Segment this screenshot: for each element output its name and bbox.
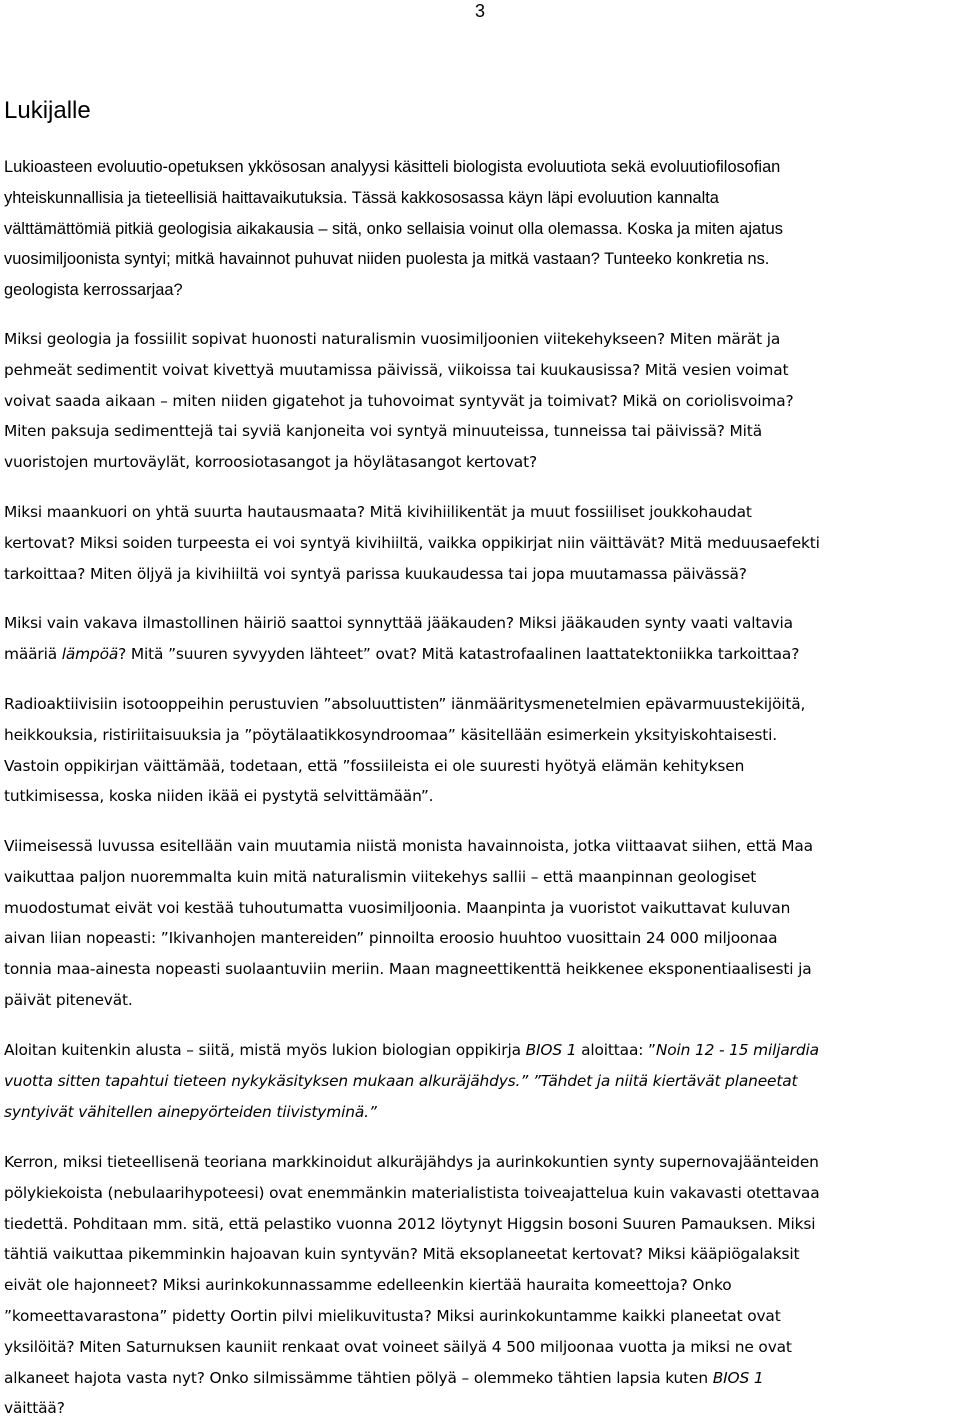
text-line: ”komeettavarastona” pidetty Oortin pilvi mielikuvitusta? Miksi aurinkokuntamme kaikki planeetat ovat <box>4 1306 781 1325</box>
text-run: aloittaa: ” <box>576 1041 656 1059</box>
text-line: pehmeät sedimentit voivat kivettyä muutamissa päivissä, viikoissa tai kuukausissa? Mitä vesien voimat <box>4 360 789 379</box>
quote-line: syntyivät vähitellen ainepyörteiden tiivistyminä.” <box>4 1102 377 1121</box>
text-line <box>4 1363 958 1394</box>
paragraph-ice-age <box>4 608 958 670</box>
book-title: BIOS 1 <box>525 1041 577 1059</box>
section-heading: Lukijalle <box>4 97 91 124</box>
text-line: voivat saada aikaan – miten niiden gigatehot ja tuhovoimat syntyvät ja toimivat? Mikä on coriolisvoima? <box>4 391 794 410</box>
text-line: Viimeisessä luvussa esitellään vain muutamia niistä monista havainnoista, jotka viittaavat siihen, että Maa <box>4 837 813 855</box>
paragraph-intro <box>4 152 958 306</box>
text-line: Miksi vain vakava ilmastollinen häiriö saattoi synnyttää jääkauden? Miksi jääkauden synty vaati valtavia <box>4 614 793 632</box>
text-line: Kerron, miksi tieteellisenä teoriana markkinoidut alkuräjähdys ja aurinkokuntien synty supernovajäänteiden <box>4 1153 819 1171</box>
text-line: Miten paksuja sedimenttejä tai syviä kanjoneita voi syntyä minuuteissa, tunneissa tai päivissä? Mitä <box>4 422 762 441</box>
text-line: tähtiä vaikuttaa pikemminkin hajoavan kuin syntyvän? Mitä eksoplaneetat kertovat? Miksi kääpiögalaksit <box>4 1245 800 1264</box>
quote-text: Noin 12 - 15 miljardia <box>655 1041 819 1059</box>
text-line: muodostumat eivät voi kestää tuhoutumatta vuosimiljoonia. Maanpinta ja vuoristot vaikuttavat kuluvan <box>4 898 791 917</box>
paragraph-fossils <box>4 497 958 589</box>
text-line: Vastoin oppikirjan väittämää, todetaan, että ”fossiileista ei ole suuresti hyötyä elämän kehityksen <box>4 756 745 775</box>
text-line: vuoristojen murtoväylät, korroosiotasangot ja höylätasangot kertovat? <box>4 453 537 472</box>
text-line: vuosimiljoonista syntyi; mitkä havainnot puhuvat niiden puolesta ja mitkä vastaan? Tunteeko konkretia ns. <box>4 250 770 269</box>
text-line: väittää? <box>4 1399 65 1418</box>
text-run: määriä <box>4 644 62 663</box>
text-line: aivan liian nopeasti: ”Ikivanhojen mantereiden” pinnoilta eroosio huuhtoo vuosittain 24 000 miljoonaa <box>4 929 778 948</box>
text-line: pölykiekoista (nebulaarihypoteesi) ovat enemmänkin materialistista toiveajattelua kuin vakavasti otettavaa <box>4 1183 820 1202</box>
quote-line: vuotta sitten tapahtui tieteen nykykäsityksen mukaan alkuräjähdys.” ”Tähdet ja niitä kiertävät planeetat <box>4 1071 798 1090</box>
paragraph-young-earth <box>4 831 958 1016</box>
text-line: Miksi maankuori on yhtä suurta hautausmaata? Mitä kivihiilikentät ja muut fossiiliset joukkohaudat <box>4 503 752 521</box>
text-line: tonnia maa-ainesta nopeasti suolaantuviin meriin. Maan magneettikenttä heikkenee eksponentiaalisesti ja <box>4 960 812 979</box>
text-run: alkaneet hajota vasta nyt? Onko silmissämme tähtien pölyä – olemmeko tähtien lapsia kuten <box>4 1368 713 1387</box>
book-title: BIOS 1 <box>712 1368 764 1387</box>
text-line: eivät ole hajonneet? Miksi aurinkokunnassamme edelleenkin kiertää hauraita komeettoja? Onko <box>4 1276 732 1295</box>
text-line: tiedettä. Pohditaan mm. sitä, että pelastiko vuonna 2012 löytynyt Higgsin bosoni Suuren Pamauksen. Miksi <box>4 1214 816 1233</box>
text-line: geologista kerrossarjaa? <box>4 281 183 300</box>
paragraph-geology <box>4 324 958 478</box>
text-run: Aloitan kuitenkin alusta – siitä, mistä myös lukion biologian oppikirja <box>4 1041 526 1059</box>
page-number: 3 <box>474 1 485 21</box>
paragraph-big-bang-quote <box>4 1035 958 1127</box>
italic-term: lämpöä <box>61 644 119 663</box>
text-line: yhteiskunnallisia ja tieteellisiä haittavaikutuksia. Tässä kakkososassa käyn läpi evoluution kannalta <box>4 188 719 207</box>
text-line: välttämättömiä pitkiä geologisia aikakausia – sitä, onko sellaisia voinut olla olemassa. Koska ja miten ajatus <box>4 219 783 238</box>
paragraph-cosmology <box>4 1147 958 1424</box>
text-line: kertovat? Miksi soiden turpeesta ei voi syntyä kivihiiltä, vaikka oppikirjat niin väittävät? Mitä meduusaefekti <box>4 533 820 552</box>
text-line: heikkouksia, ristiriitaisuuksia ja ”pöytälaatikkosyndroomaa” käsitellään esimerkein yksityiskohtaisesti. <box>4 725 778 744</box>
text-line <box>4 1035 958 1066</box>
text-line: vaikuttaa paljon nuoremmalta kuin mitä naturalismin viitekehys sallii – että maanpinnan geologiset <box>4 867 757 886</box>
text-line: Lukioasteen evoluutio-opetuksen ykkösosan analyysi käsitteli biologista evoluutiota sekä evoluutiofilosofian <box>4 158 781 176</box>
text-line: tutkimisessa, koska niiden ikää ei pystytä selvittämään”. <box>4 787 434 806</box>
text-line: tarkoittaa? Miten öljyä ja kivihiiltä voi syntyä parissa kuukaudessa tai jopa muutamassa päivässä? <box>4 564 747 583</box>
text-line: yksilöitä? Miten Saturnuksen kauniit renkaat ovat voineet säilyä 4 500 miljoonaa vuotta ja miksi ne ovat <box>4 1337 792 1356</box>
text-line: Radioaktiivisiin isotooppeihin perustuvien ”absoluuttisten” iänmääritysmenetelmien epävarmuustekijöitä, <box>4 695 806 713</box>
text-run: ? Mitä ”suuren syvyyden lähteet” ovat? Mitä katastrofaalinen laattatektoniikka tarkoittaa? <box>118 644 800 663</box>
text-line: päivät pitenevät. <box>4 990 133 1009</box>
text-line <box>4 639 958 670</box>
text-line: Miksi geologia ja fossiilit sopivat huonosti naturalismin vuosimiljoonien viitekehykseen? Miten märät ja <box>4 330 781 348</box>
paragraph-dating <box>4 689 958 812</box>
